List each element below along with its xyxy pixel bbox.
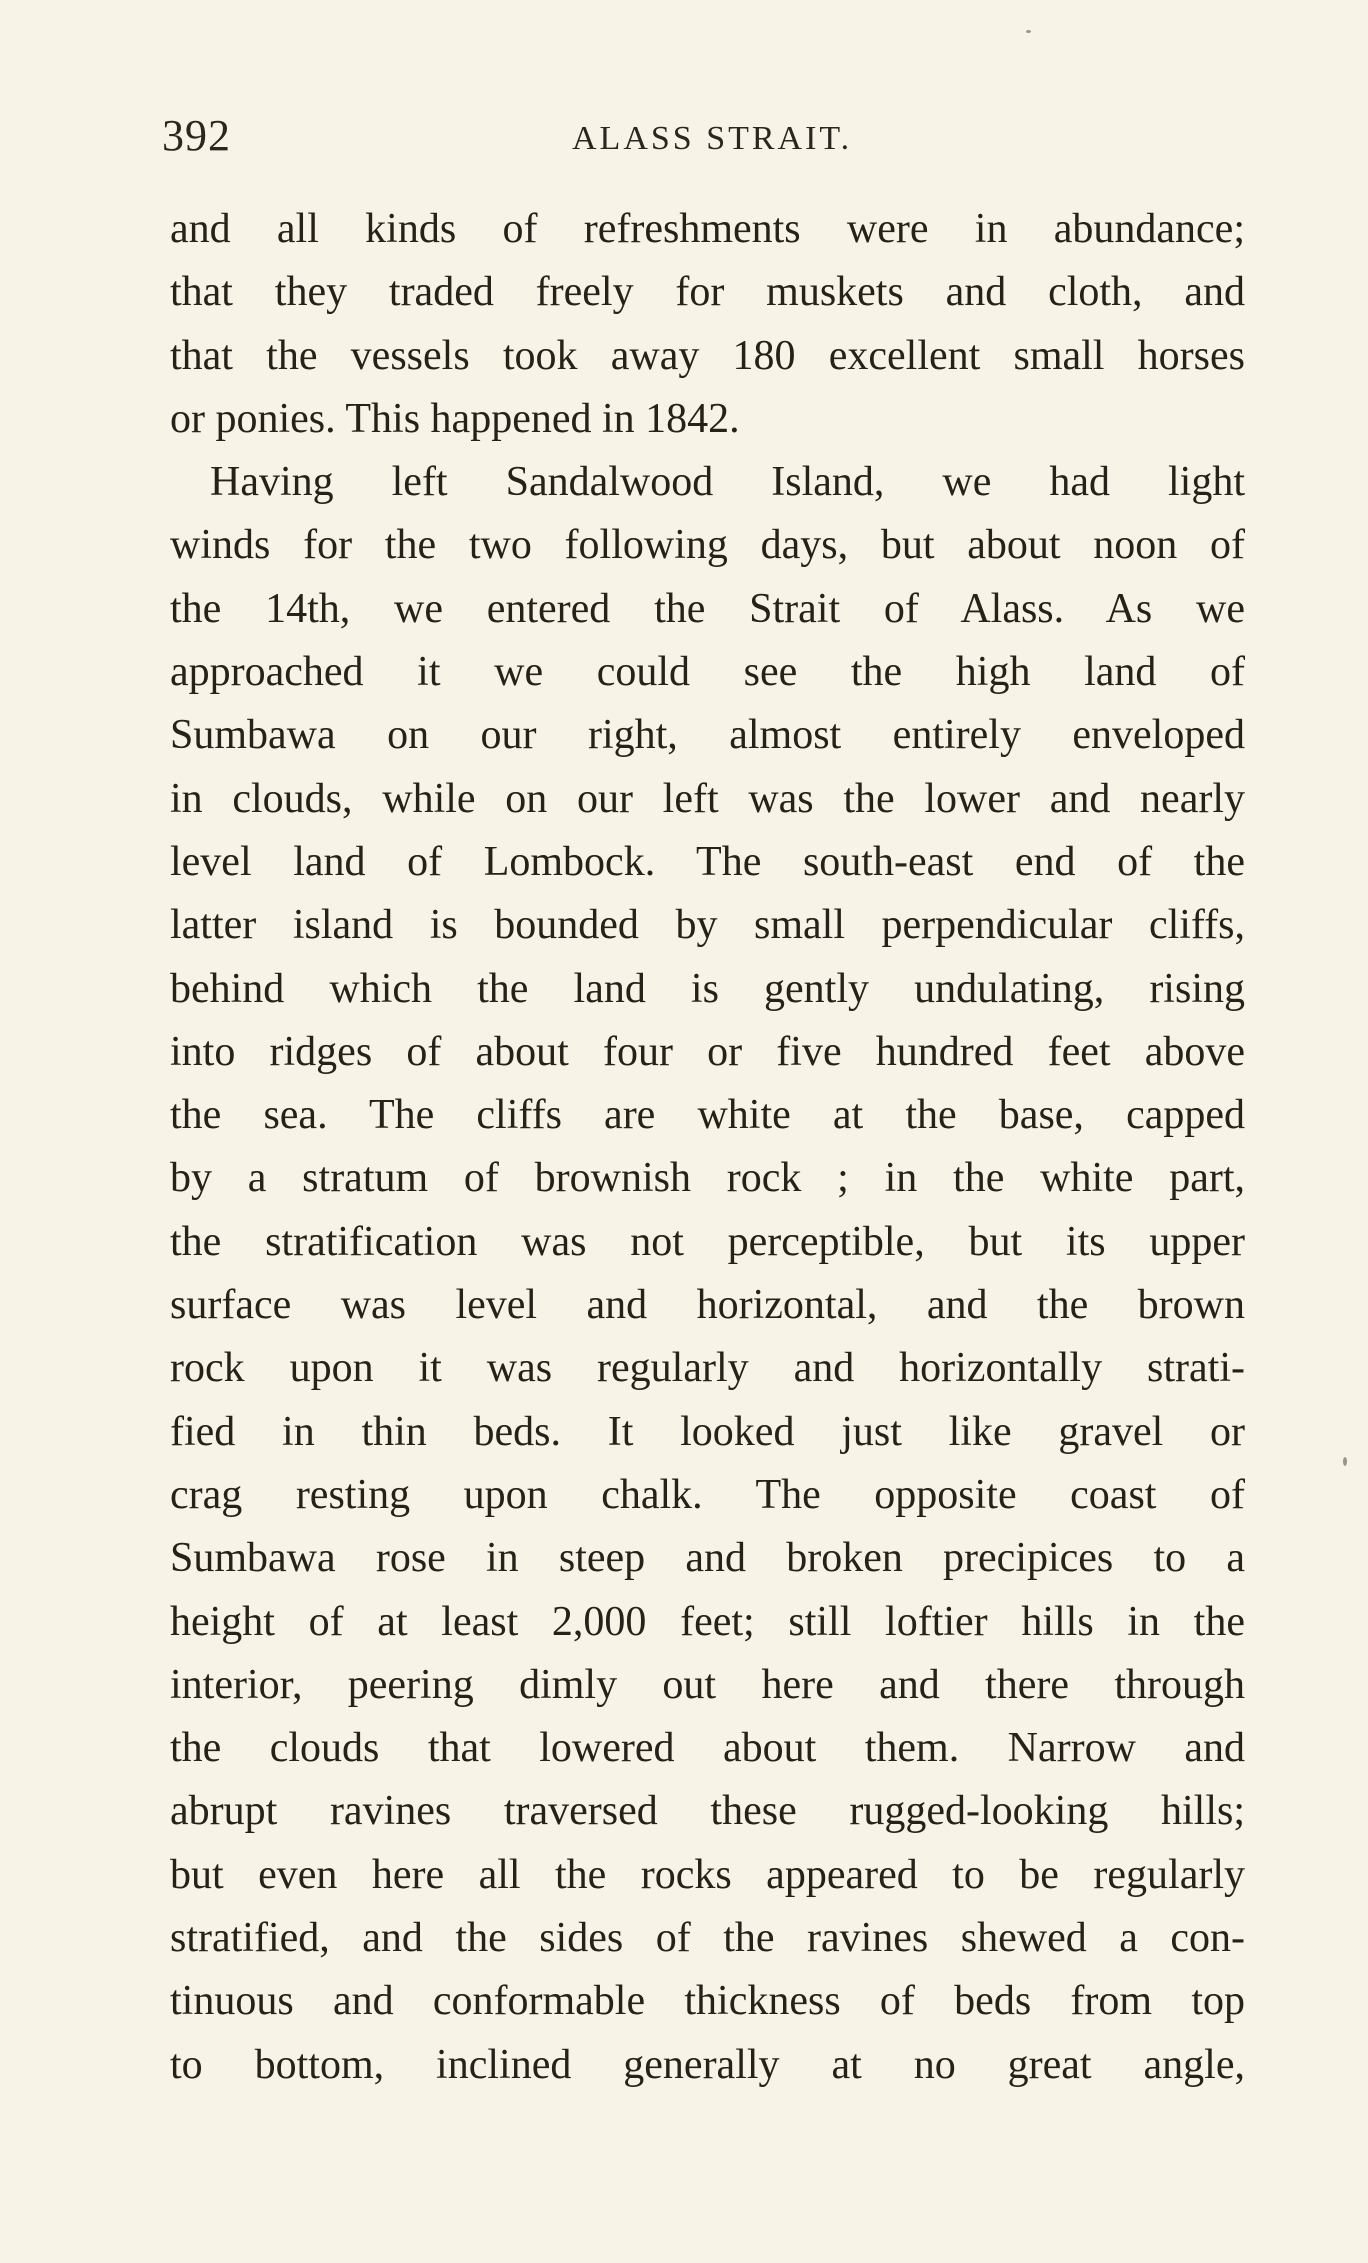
text-line: interior, peering dimly out here and there through (170, 1661, 1245, 1708)
text-line: tinuous and conformable thickness of beds from top (170, 1978, 1245, 2025)
print-speck (1026, 30, 1031, 33)
text-line: by a stratum of brownish rock ; in the white part, (170, 1155, 1245, 1202)
text-line: to bottom, inclined generally at no great angle, (170, 2041, 1245, 2088)
text-line: crag resting upon chalk. The opposite coast of (170, 1471, 1245, 1518)
text-line: behind which the land is gently undulating, rising (170, 965, 1245, 1012)
text-line: and all kinds of refreshments were in abundance; (170, 206, 1245, 252)
text-line: approached it we could see the high land of (170, 649, 1245, 696)
text-line: Sumbawa rose in steep and broken precipices to a (170, 1535, 1245, 1582)
body-text (170, 198, 1245, 2097)
text-line: the 14th, we entered the Strait of Alass. As we (170, 585, 1245, 632)
text-line: fied in thin beds. It looked just like gravel or (170, 1408, 1245, 1455)
text-line: level land of Lombock. The south-east end of the (170, 838, 1245, 885)
text-line: but even here all the rocks appeared to be regularly (170, 1851, 1245, 1898)
text-line: that they traded freely for muskets and cloth, and (170, 269, 1245, 316)
text-line: latter island is bounded by small perpendicular cliffs, (170, 902, 1245, 949)
text-line: in clouds, while on our left was the lower and nearly (170, 775, 1245, 822)
text-line: height of at least 2,000 feet; still loftier hills in the (170, 1598, 1245, 1645)
text-line: rock upon it was regularly and horizontally strati- (170, 1345, 1245, 1392)
page-header (162, 110, 1252, 170)
text-line: the stratification was not perceptible, but its upper (170, 1218, 1245, 1265)
page-number: 392 (162, 111, 231, 160)
text-line: surface was level and horizontal, and the brown (170, 1282, 1245, 1329)
text-line: winds for the two following days, but about noon of (170, 522, 1245, 569)
text-line: the clouds that lowered about them. Narrow and (170, 1725, 1245, 1772)
text-line: or ponies. This happened in 1842. (170, 395, 740, 442)
text-line: the sea. The cliffs are white at the base, capped (170, 1092, 1245, 1139)
running-head: ALASS STRAIT. (572, 120, 853, 157)
text-line: that the vessels took away 180 excellent small horses (170, 332, 1245, 379)
text-line: into ridges of about four or five hundred feet above (170, 1028, 1245, 1075)
text-line: abrupt ravines traversed these rugged-looking hills; (170, 1788, 1245, 1835)
text-line: Having left Sandalwood Island, we had light (210, 459, 1245, 506)
text-line: stratified, and the sides of the ravines shewed a con- (170, 1915, 1245, 1962)
text-line: Sumbawa on our right, almost entirely enveloped (170, 712, 1245, 759)
print-speck (1343, 1457, 1347, 1466)
